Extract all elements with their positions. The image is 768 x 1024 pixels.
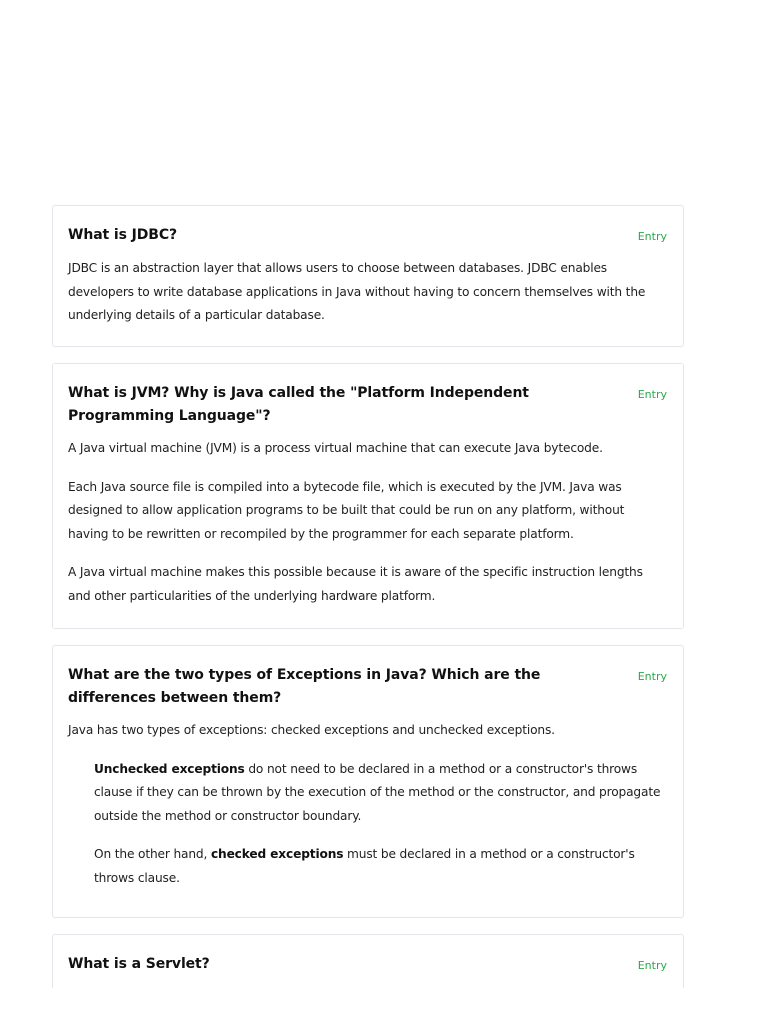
question-title: What is JDBC?: [68, 227, 178, 243]
question-title: What is a Servlet?: [68, 956, 210, 972]
question-title: What are the two types of Exceptions in Java? Which are the differences between them?: [68, 667, 541, 706]
level-tag[interactable]: Entry: [637, 388, 667, 401]
question-card-jvm: [52, 363, 684, 629]
question-card-jdbc: [52, 205, 684, 347]
unchecked-exceptions-paragraph: [94, 758, 667, 829]
bold-term: checked exceptions: [210, 847, 344, 861]
card-header: [68, 664, 667, 710]
paragraph-text: On the other hand,: [94, 847, 211, 861]
card-header: [68, 382, 667, 428]
answer-paragraph: JDBC is an abstraction layer that allows users to choose between databases. JDBC enables developers to write database applications in Java without having to concern themselves with the underlying details of a particular database.: [68, 261, 646, 322]
bold-term: Unchecked exceptions: [94, 761, 245, 776]
checked-exceptions-paragraph: [94, 843, 667, 890]
answer-paragraph: Java has two types of exceptions: checked exceptions and unchecked exceptions.: [68, 723, 555, 737]
card-header: [68, 224, 667, 248]
level-tag[interactable]: Entry: [637, 670, 667, 683]
answer-paragraph: A Java virtual machine makes this possible because it is aware of the specific instruction lengths and other particularities of the underlying hardware platform.: [68, 565, 643, 603]
blockquote: [68, 758, 667, 891]
answer-paragraph: A Java virtual machine (JVM) is a process virtual machine that can execute Java bytecode.: [68, 441, 603, 455]
page-bottom-blank: [0, 988, 768, 1024]
card-header: [68, 953, 667, 977]
question-title: What is JVM? Why is Java called the "Platform Independent Programming Language"?: [68, 385, 529, 424]
level-tag[interactable]: Entry: [637, 230, 667, 243]
answer-paragraph: Each Java source file is compiled into a bytecode file, which is executed by the JVM. Java was designed to allow application programs to be built that could be run on any platform, without having to be rewritten or recompiled by the programmer for each separate platform.: [68, 479, 625, 541]
level-tag[interactable]: Entry: [637, 959, 667, 972]
paragraph-text: must be declared in a method or a constructor's throws clause.: [94, 847, 635, 885]
question-card-exceptions: [52, 645, 684, 918]
paragraph-text: do not need to be declared in a method or a constructor's throws clause if they can be thrown by the execution of the method or the constructor, and propagate outside the method or constructor boundary.: [94, 761, 661, 823]
